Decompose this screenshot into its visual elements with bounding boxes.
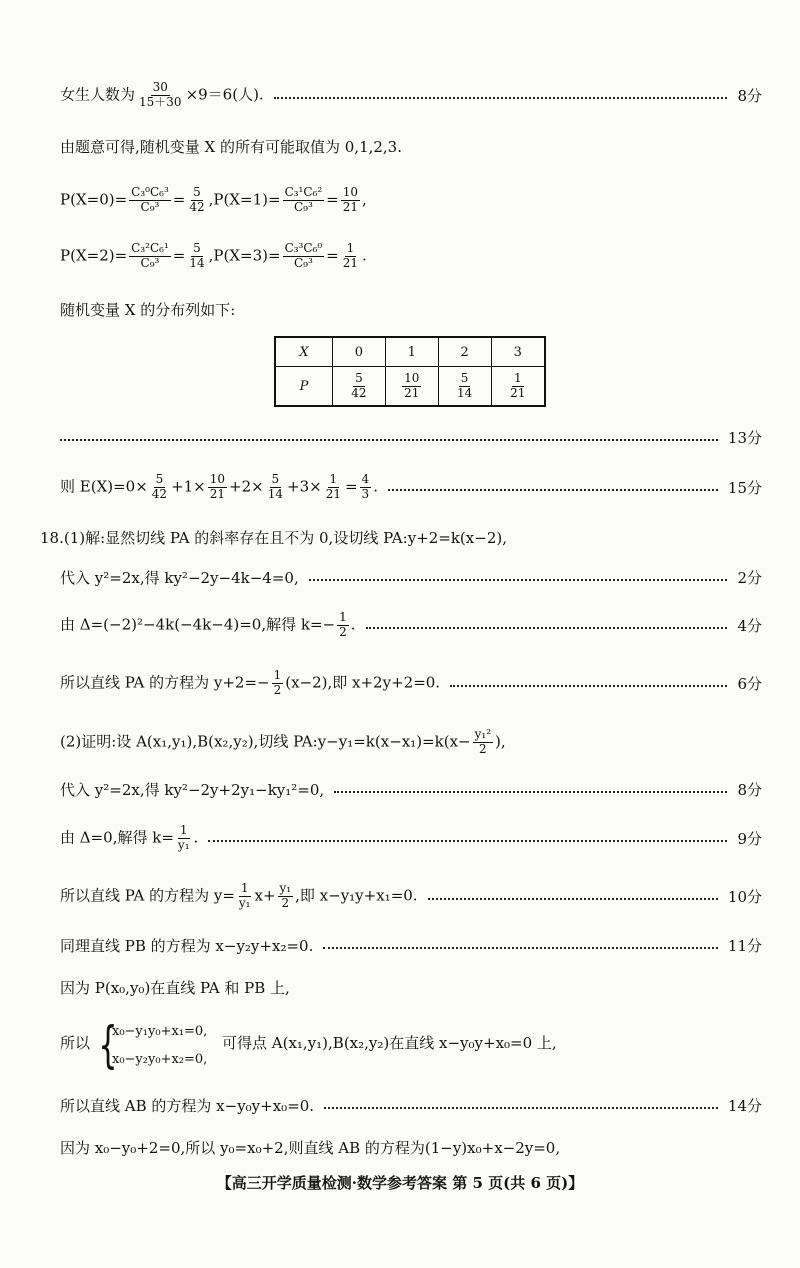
brace-icon: { xyxy=(98,1016,118,1074)
leader-dots xyxy=(60,439,718,441)
line-values: 由题意可得,随机变量 X 的所有可能取值为 0,1,2,3. xyxy=(60,137,402,156)
leader-dots xyxy=(428,898,718,900)
line-dist-intro: 随机变量 X 的分布列如下: xyxy=(60,300,236,319)
line-prob-23: P(X=2)= $\frac{\text{C₃²C₆¹}}{\text{C₉³}}$ = $\frac{5}{14}$ ,P(X=3)= $\frac{\text{C₃³C₆⁰}}{\text{C₉³}}$ = $\frac{1}{21}$ . xyxy=(60,240,367,270)
line-final: 因为 x₀−y₀+2=0,所以 y₀=x₀+2,则直线 AB 的方程为(1−y)x₀+x−2y=0, xyxy=(60,1138,561,1157)
line-score-13: 13分 xyxy=(60,422,762,452)
score: 8分 xyxy=(737,86,762,105)
leader-dots xyxy=(334,791,727,793)
line-pb-equation: 同理直线 PB 的方程为 x−y₂y+x₂=0. 11分 xyxy=(60,936,762,955)
table-row: P $\frac{5}{42}$ $\frac{10}{21}$ $\frac{5}{14}$ $\frac{1}{21}$ xyxy=(275,367,545,407)
line-pa-equation-2: 所以直线 PA 的方程为 y= $\frac{1}{\text{y₁}}$ x+ $\frac{\text{y₁}}{2}$ ,即 x−y₁y+x₁=0. 10分 xyxy=(60,880,762,910)
leader-dots xyxy=(388,489,718,491)
leader-dots xyxy=(309,579,728,581)
line-delta: 由 Δ=(−2)²−4k(−4k−4)=0,解得 k=− $\frac{1}{2}$ . 4分 xyxy=(60,609,762,639)
leader-dots xyxy=(323,947,718,949)
leader-dots xyxy=(274,97,728,99)
fraction: $\frac{30}{15+30}$ xyxy=(139,79,182,109)
line-proof-start: (2)证明:设 A(x₁,y₁),B(x₂,y₂),切线 PA:y−y₁=k(x−x₁)=k(x− $\frac{\text{y₁²}}{2}$ ), xyxy=(60,726,506,756)
distribution-table xyxy=(274,336,546,407)
line-point-p: 因为 P(x₀,y₀)在直线 PA 和 PB 上, xyxy=(60,978,290,997)
text: 女生人数为 xyxy=(60,85,136,103)
line-prob-01: P(X=0)= $\frac{\text{C₃⁰C₆³}}{\text{C₉³}}$ = $\frac{5}{42}$ ,P(X=1)= $\frac{\text{C₃¹C₆²}}{\text{C₉³}}$ = $\frac{10}{21}$ , xyxy=(60,184,367,214)
leader-dots xyxy=(366,627,728,629)
line-substitute-2: 代入 y²=2x,得 ky²−2y+2y₁−ky₁²=0, 8分 xyxy=(60,780,762,799)
line-ab-equation: 所以直线 AB 的方程为 x−y₀y+x₀=0. 14分 xyxy=(60,1096,762,1115)
line-substitute: 代入 y²=2x,得 ky²−2y−4k−4=0, 2分 xyxy=(60,568,762,587)
line-expectation: 则 E(X)=0× $\frac{5}{42}$ +1× $\frac{10}{21}$ +2× $\frac{5}{14}$ +3× $\frac{1}{21}$ = $\frac{4}{3}$ . 15分 xyxy=(60,471,762,501)
text: ×9＝6(人). xyxy=(185,85,264,103)
leader-dots xyxy=(208,840,727,842)
table-row: X 0 1 2 3 xyxy=(275,337,545,367)
leader-dots xyxy=(450,685,727,687)
line-pa-equation: 所以直线 PA 的方程为 y+2=− $\frac{1}{2}$ (x−2),即 x+2y+2=0. 6分 xyxy=(60,667,762,697)
page-footer: 【高三开学质量检测·数学参考答案 第 5 页(共 6 页)】 xyxy=(216,1174,584,1192)
leader-dots xyxy=(324,1107,718,1109)
equation-system: 所以 { x₀−y₁y₀+x₁=0, x₀−y₂y₀+x₂=0, 可得点 A(x₁,y₁),B(x₂,y₂)在直线 x−y₀y+x₀=0 上, xyxy=(60,1016,557,1074)
line-q18-start: 18.(1)解:显然切线 PA 的斜率存在且不为 0,设切线 PA:y+2=k(x−2), xyxy=(40,528,507,547)
line-female-count xyxy=(60,80,762,110)
line-delta-2: 由 Δ=0,解得 k= $\frac{1}{\text{y₁}}$ . 9分 xyxy=(60,822,762,852)
